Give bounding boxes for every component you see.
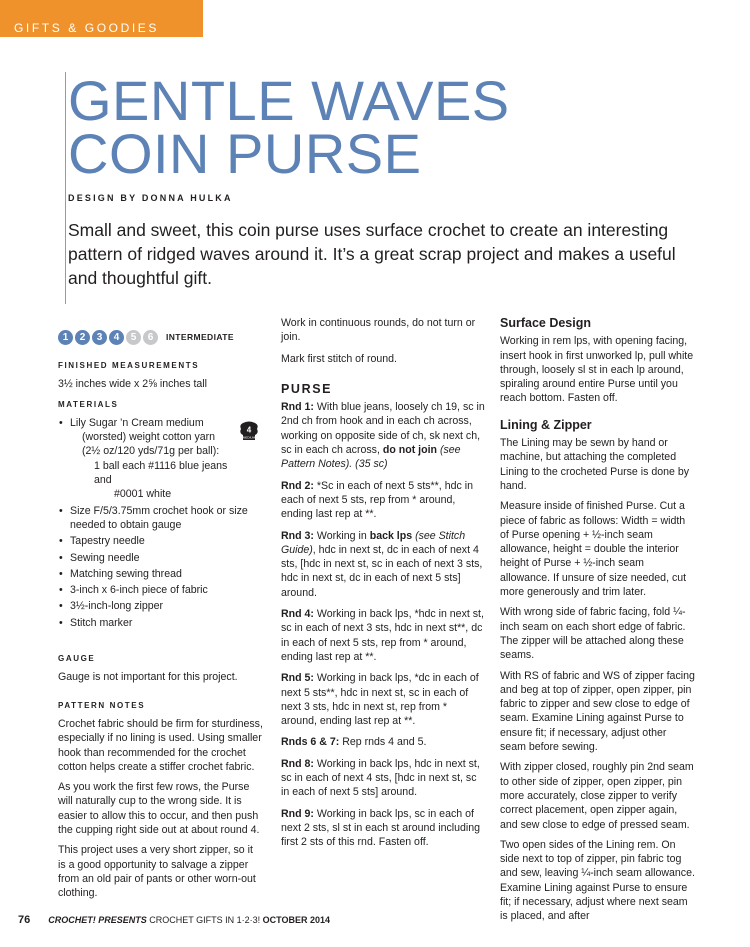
rnd-3-text: Working in xyxy=(313,529,370,542)
gauge-text: Gauge is not important for this project. xyxy=(58,671,238,684)
rnd-3 xyxy=(281,529,485,600)
skill-level-2: 2 xyxy=(75,330,90,345)
pattern-note: As you work the first few rows, the Purse will naturally cup to the wrong side. It is easier to allow this to occur, and then push the cupping right side out at about round 4. xyxy=(58,781,260,837)
pattern-note: Crochet fabric should be firm for sturdiness, especially if no lining is used. Using smaller hook than recommended for the crochet cotton helps create a stiffer crochet fabric. xyxy=(58,717,263,773)
rnd-5-text: Working in back lps, *dc in each of next 5 sts**, hdc in next st, sc in each of next 3 sts, hdc in next st, rep from * around, ending last rep at **. xyxy=(281,672,479,728)
materials-item: • Stitch marker xyxy=(58,616,263,630)
rnd-2 xyxy=(281,479,485,522)
rnd-8-text: Working in back lps, hdc in next st, sc in each of next 4 sts, [hdc in next st, sc in each of next 5 sts] around. xyxy=(281,757,480,799)
yarn-line-3: (2½ oz/120 yds/71g per ball): xyxy=(82,445,220,458)
title-line-1: GENTLE WAVES xyxy=(68,69,510,132)
rnd-3-label: Rnd 3: xyxy=(281,529,314,542)
section-label: GIFTS & GOODIES xyxy=(14,21,160,35)
skill-level-6: 6 xyxy=(143,330,158,345)
rnd-1-italic: (see Pattern Notes). (35 sc) xyxy=(281,444,461,471)
materials-item: • Size F/5/3.75mm crochet hook or size needed to obtain gauge xyxy=(58,504,263,533)
footer-issue: OCTOBER 2014 xyxy=(262,915,330,925)
intro-paragraph: Small and sweet, this coin purse uses surface crochet to create an interesting pattern of ridged waves around it. It’s a great scrap project and makes a useful and thoughtful gift. xyxy=(68,220,676,288)
materials-heading: MATERIALS xyxy=(58,399,119,409)
materials-item: • Tapestry needle xyxy=(58,534,263,548)
lining-paragraph: Two open sides of the Lining rem. On side next to top of zipper, pin fabric tog and sew, leaving ¼-inch seam allowance. Examine Lining against Purse to ensure fit; if necessary, adjust where next seam is placed, and after xyxy=(500,838,695,923)
title-line-2: COIN PURSE xyxy=(68,122,422,185)
purse-heading: PURSE xyxy=(281,381,333,396)
yarn-line-1: Lily Sugar ’n Cream medium xyxy=(70,416,204,429)
surface-design-heading: Surface Design xyxy=(500,316,592,330)
yarn-line-2: (worsted) weight cotton yarn xyxy=(82,431,216,444)
skill-level xyxy=(58,330,263,345)
yarn-line-5: #0001 white xyxy=(114,488,172,501)
materials-item: • Matching sewing thread xyxy=(58,567,263,581)
pattern-notes-heading: PATTERN NOTES xyxy=(58,700,146,710)
footer-publication: CROCHET GIFTS IN 1·2·3! xyxy=(146,915,263,925)
rnd-1 xyxy=(281,400,485,471)
materials-list xyxy=(58,416,263,630)
rnd-6-7-label: Rnds 6 & 7: xyxy=(281,736,340,749)
column-1 xyxy=(58,330,263,907)
lining-paragraph: With RS of fabric and WS of zipper facing and beg at top of zipper, open zipper, pin fabric to zipper and sew close to edge of seam. Examine Lining against Purse to ensure fit; if necessary, adjust other seam before sewing. xyxy=(500,669,695,754)
lining-paragraph: With zipper closed, roughly pin 2nd seam to other side of zipper, open zipper, pin more accurately, close zipper to verify correct placement, open zipper again, and sew close to edge of pressed seam. xyxy=(500,761,694,831)
rnd-3-italic: (see Stitch Guide) xyxy=(281,529,466,556)
skill-level-label: INTERMEDIATE xyxy=(166,332,234,343)
rnd-1-text: With blue jeans, loosely ch 19, sc in 2nd ch from hook and in each ch across, working on opposite side of ch, sk next ch, sc in each ch across, xyxy=(281,401,485,457)
rnd-9 xyxy=(281,807,485,850)
rnd-4-label: Rnd 4: xyxy=(281,608,314,621)
marker-instruction: Mark first stitch of round. xyxy=(281,352,397,365)
rnd-2-label: Rnd 2: xyxy=(281,479,314,492)
byline: DESIGN BY DONNA HULKA xyxy=(68,193,233,203)
finished-measurements-heading: FINISHED MEASUREMENTS xyxy=(58,361,200,370)
skill-level-3: 3 xyxy=(92,330,107,345)
column-2 xyxy=(281,316,485,857)
rnd-1-bold: do not join xyxy=(382,444,438,457)
materials-item: • Sewing needle xyxy=(58,551,263,565)
skill-level-5: 5 xyxy=(126,330,141,345)
rnd-6-7 xyxy=(281,735,485,749)
lining-paragraph: With wrong side of fabric facing, fold ¼-inch seam on each short edge of fabric. The zipper will be attached along these seams. xyxy=(500,606,686,662)
rnd-4 xyxy=(281,607,485,664)
rnd-8 xyxy=(281,757,485,800)
page-footer xyxy=(18,914,330,926)
rnd-6-7-text: Rep rnds 4 and 5. xyxy=(339,736,427,749)
rnd-2-text: *Sc in each of next 5 sts**, hdc in each of next 5 sts, rep from * around, ending last rep at **. xyxy=(281,479,473,521)
title-rule xyxy=(65,72,66,304)
lining-paragraph: The Lining may be sewn by hand or machine, but attaching the completed Lining to the crocheted Purse is done by hand. xyxy=(500,437,690,492)
lining-zipper-heading: Lining & Zipper xyxy=(500,417,592,432)
footer-brand: CROCHET! PRESENTS xyxy=(48,915,147,925)
rnd-5 xyxy=(281,671,485,728)
finished-measurements-text: 3½ inches wide x 2⅝ inches tall xyxy=(58,378,207,391)
yarn-line-4: 1 ball each #1116 blue jeans and xyxy=(94,459,228,487)
yarn-weight-number: 4 xyxy=(246,425,252,435)
materials-item: • 3½-inch-long zipper xyxy=(58,599,263,613)
rounds-instruction: Work in continuous rounds, do not turn or join. xyxy=(281,317,476,344)
rnd-3-bold: back lps xyxy=(369,529,413,542)
yarn-weight-label: MEDIUM xyxy=(242,435,256,440)
materials-item-yarn xyxy=(58,416,263,502)
materials-item: • 3-inch x 6-inch piece of fabric xyxy=(58,583,263,597)
section-tab xyxy=(0,0,203,37)
yarn-weight-icon xyxy=(239,420,259,444)
gauge-heading: GAUGE xyxy=(58,654,96,664)
rnd-4-text: Working in back lps, *hdc in next st, sc in each of next 3 sts, hdc in next st**, dc in each of next 5 sts, rep from * around, ending last rep at **. xyxy=(281,608,484,663)
rnd-8-label: Rnd 8: xyxy=(281,757,314,770)
rnd-1-label: Rnd 1: xyxy=(281,401,314,414)
skill-level-1: 1 xyxy=(58,330,73,345)
rnd-9-label: Rnd 9: xyxy=(281,807,314,820)
rnd-3-text-b: , hdc in next st, dc in each of next 4 sts, [hdc in next st, sc in each of next 3 sts, hdc in next st, dc in each of next 5 sts] around. xyxy=(281,543,483,599)
column-3 xyxy=(500,316,695,930)
lining-paragraph: Measure inside of finished Purse. Cut a piece of fabric as follows: Width = width of Purse opening + ½-inch seam allowance, height = double the interior height of Purse + ½-inch seam allowance. If unsure of size needed, cut more generously and trim later. xyxy=(500,500,687,599)
pattern-note: This project uses a very short zipper, so it is a good opportunity to salvage a zipper from an old pair of pants or other worn-out clothing. xyxy=(58,844,256,900)
rnd-5-label: Rnd 5: xyxy=(281,672,314,685)
rnd-9-text: Working in back lps, sc in each of next 2 sts, sl st in each st around including first 2 sts of this rnd. Fasten off. xyxy=(281,807,481,849)
page-number: 76 xyxy=(18,914,31,926)
skill-level-4: 4 xyxy=(109,330,124,345)
surface-design-text: Working in rem lps, with opening facing, insert hook in first unworked lp, pull white through, loosely sl st in each lp around, spiraling around entire Purse until you reach bottom. Fasten off. xyxy=(500,335,694,405)
